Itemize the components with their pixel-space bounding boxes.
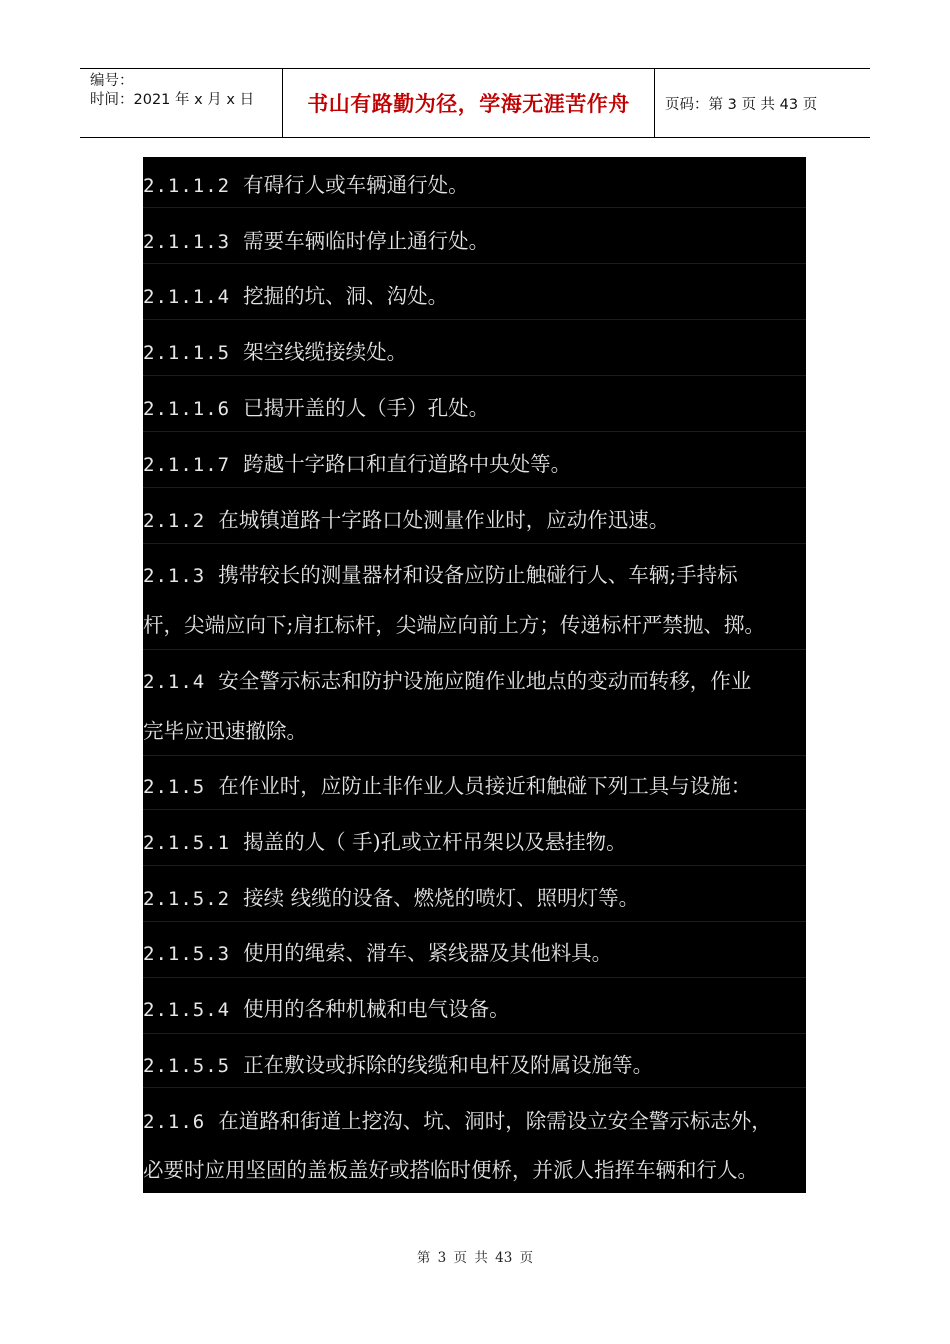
clause-line: 2.1.1.5 架空线缆接续处。	[143, 340, 408, 364]
clause-line: 2.1.5.4 使用的各种机械和电气设备。	[143, 997, 510, 1021]
page-header	[80, 68, 870, 138]
clause-line: 2.1.1.2 有碍行人或车辆通行处。	[143, 173, 469, 197]
page-footer: 第 3 页 共 43 页	[416, 1250, 534, 1266]
rule	[143, 649, 806, 650]
clause-line: 2.1.1.4 挖掘的坑、洞、沟处。	[143, 284, 449, 308]
rule	[143, 921, 806, 922]
clause-line: 2.1.5.3 使用的绳索、滑车、紧线器及其他料具。	[143, 941, 613, 965]
rule	[143, 207, 806, 208]
clause-line: 2.1.5.5 正在敷设或拆除的线缆和电杆及附属设施等。	[143, 1053, 654, 1077]
clause-line-continued: 必要时应用坚固的盖板盖好或搭临时便桥，并派人指挥车辆和行人。	[143, 1158, 758, 1182]
header-meta	[80, 69, 282, 137]
clause-line: 2.1.5.2 接续 线缆的设备、燃烧的喷灯、照明灯等。	[143, 886, 640, 910]
clause-line-continued: 完毕应迅速撤除。	[143, 719, 307, 743]
time-label: 时间：2021 年 x 月 x 日	[90, 92, 255, 108]
clause-line: 2.1.1.3 需要车辆临时停止通行处。	[143, 229, 490, 253]
rule	[143, 319, 806, 320]
clause-line: 2.1.3 携带较长的测量器材和设备应防止触碰行人、车辆;手持标	[143, 563, 738, 587]
clause-line: 2.1.1.7 跨越十字路口和直行道路中央处等。	[143, 452, 572, 476]
header-page-info: 页码：第 3 页 共 43 页	[665, 96, 818, 113]
number-label: 编号：	[90, 73, 134, 89]
clause-line: 2.1.6 在道路和街道上挖沟、坑、洞时，除需设立安全警示标志外，	[143, 1109, 772, 1133]
rule	[143, 755, 806, 756]
rule	[143, 375, 806, 376]
clause-line: 2.1.5 在作业时，应防止非作业人员接近和触碰下列工具与设施：	[143, 774, 752, 798]
rule	[143, 543, 806, 544]
rule	[143, 431, 806, 432]
clause-line-continued: 杆，尖端应向下;肩扛标杆，尖端应向前上方；传递标杆严禁抛、掷。	[143, 613, 765, 637]
rule	[143, 977, 806, 978]
document-body	[143, 157, 806, 1193]
rule	[143, 487, 806, 488]
header-motto: 书山有路勤为径，学海无涯苦作舟	[282, 69, 655, 137]
rule	[143, 1087, 806, 1088]
clause-line: 2.1.1.6 已揭开盖的人（手）孔处。	[143, 396, 490, 420]
rule	[143, 1033, 806, 1034]
clause-line: 2.1.4 安全警示标志和防护设施应随作业地点的变动而转移，作业	[143, 669, 752, 693]
rule	[143, 263, 806, 264]
clause-line: 2.1.2 在城镇道路十字路口处测量作业时，应动作迅速。	[143, 508, 670, 532]
rule	[143, 865, 806, 866]
clause-line: 2.1.5.1 揭盖的人（ 手)孔或立杆吊架以及悬挂物。	[143, 830, 627, 854]
rule	[143, 809, 806, 810]
